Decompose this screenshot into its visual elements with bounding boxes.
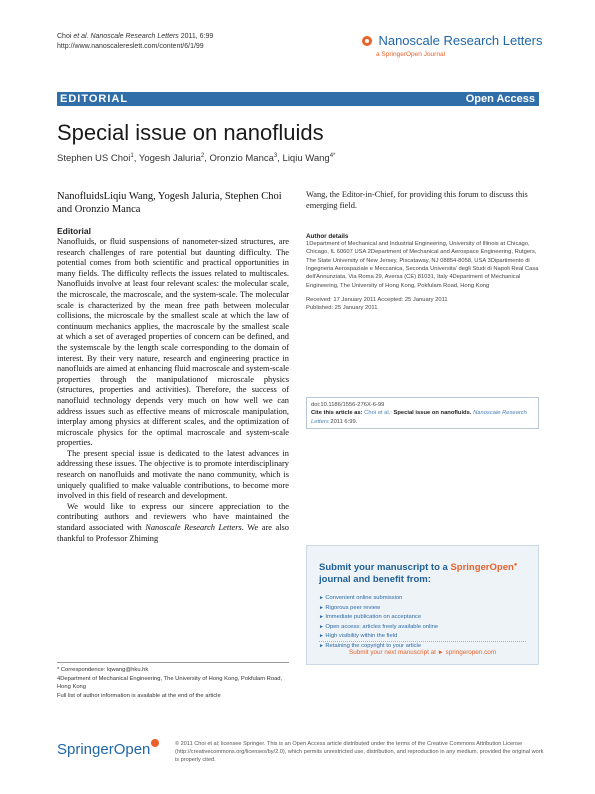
author-details: 1Department of Mechanical and Industrial Engineering, University of Illinois at Chicago, Chicago, IL 60607 USA 2Department of Mechanical and Aerospace Engineering, Rutgers, The State University of New Jersey, Piscataway, NJ 08854-8058, USA 3Dipartimento di Ingegneria Aerospaziale e Meccanica, Seconda Universita' degli Studi di Napoli Real Casa dell'Annunziata, Via Roma 29, Aversa (CE) 81031, Italy 4Department of Mechanical Engineering, The University of Hong Kong, Pokfulam Road, Hong Kong [306, 241, 539, 289]
article-url[interactable]: http://www.nanoscalereslett.com/content/6/1/99 [57, 43, 204, 50]
promo-brand-dot-icon: ● [513, 562, 518, 568]
promo-title-b: journal and benefit from: [319, 574, 431, 586]
promo-benefit-item: ► Open access: articles freely available online [319, 623, 526, 633]
springeropen-promo[interactable] [306, 545, 539, 665]
paragraph-3-text-b: . We are also thankful to Professor Zhiming [57, 523, 289, 543]
promo-title-a: Submit your manuscript to a [319, 562, 451, 574]
springeropen-dot-icon [151, 739, 159, 747]
author-list [57, 153, 335, 164]
section-heading: Editorial [57, 226, 92, 236]
received-dates: Received: 17 January 2011 Accepted: 25 January 2011 [306, 296, 448, 303]
promo-benefits [319, 594, 526, 651]
body-paragraph-1: Nanofluids, or fluid suspensions of nanometer-sized structures, are research challenges of rare potential but daunting difficulty. The potential comes from both scientific and practical opportunities in many fields. The difficulty reflects the issues related to multiscales. Nanofluids involve at least four relevant scales: the molecular scale, the microscale, the macroscale, and the system-scale. The molecular scale is characterized by the mean free path between molecular collisions, the microscale by the smallest scale at which the law of continuum mechanics applies, the macroscale by the smallest scale at which a set of averaged properties of concern can be defined, and the systemscale by the length scale corresponding to the domain of interest. By their very nature, research and engineering practice in nanofluids are aimed at enhancing fluid macroscale and system-scale properties through the manipulationof microscale physics (structures, properties and activities). Therefore, the success of nanofluid technology depends very much on how well we can address issues such as effective means of microscale manipulation, interplay among physics at different scales, and the optimization of microscale physics for the optimal macroscale and system-scale properties. [57, 237, 289, 448]
promo-benefit-item: ► Retaining the copyright to your article [319, 642, 526, 652]
author-affiliation-mark: 3 [273, 153, 278, 159]
footnote-rule [57, 662, 289, 663]
promo-benefit-item: ► Convenient online submission [319, 594, 526, 604]
cite-rest: 2011 6:99. [328, 418, 358, 425]
journal-logo-icon [362, 36, 372, 46]
author-separator: , [277, 153, 283, 165]
promo-submit-link[interactable]: Submit your next manuscript at ► springeropen.com [349, 649, 496, 656]
cite-label: Cite this article as: [311, 410, 363, 417]
paragraph-3-text-a: We would like to express our sincere appreciation to the contributing authors and reviewers who have maintained the standard associated with [57, 501, 289, 533]
cite-title: Special issue on nanofluids. [393, 410, 474, 417]
journal-subtitle: a SpringerOpen Journal [376, 51, 446, 58]
cite-authors: Choi et al.: [362, 410, 394, 417]
author-separator: , [204, 153, 210, 165]
body-paragraph-3 [57, 502, 289, 544]
promo-title-brand: SpringerOpen [450, 562, 514, 574]
lead-line: NanofluidsLiqiu Wang, Yogesh Jaluria, Stephen Choi and Oronzio Manca [57, 191, 282, 215]
published-date: Published: 25 January 2011 [306, 305, 378, 312]
author-affiliation-mark: 1 [130, 153, 134, 159]
author-affiliation-mark: 2 [200, 153, 205, 159]
author-name: Stephen US Choi [57, 153, 131, 165]
author-separator: , [133, 153, 139, 165]
cite-text [311, 409, 534, 426]
body-paragraph-2: The present special issue is dedicated to the latest advances in addressing these issues. The objective is to promote interdisciplinary research on nanofluids and motivate the nano community, which is uniquely qualified to make valuable contributions, to become more involved in this field of research and development. [57, 448, 289, 501]
author-details-heading: Author details [306, 233, 349, 241]
section-label: EDITORIAL [60, 93, 129, 105]
author-affiliation-mark: 4* [329, 153, 336, 159]
right-column [306, 190, 539, 313]
paragraph-3-journal: Nanoscale Research Letters [145, 523, 242, 533]
doi-text[interactable]: doi:10.1186/1556-276X-6-99 [311, 402, 385, 408]
promo-divider [319, 641, 526, 642]
citation-box [306, 397, 539, 429]
citation-header [57, 32, 213, 52]
journal-title: Nanoscale Research Letters [378, 33, 543, 49]
article-title: Special issue on nanofluids [57, 120, 324, 145]
section-bar [57, 92, 539, 106]
full-list-note: Full list of author information is available at the end of the article [57, 692, 221, 699]
cite-journal: Nanoscale Research Letters [311, 410, 527, 425]
springeropen-logo-text: SpringerOpen [57, 741, 151, 758]
promo-title [319, 559, 526, 586]
author-name: Yogesh Jaluria [138, 153, 201, 165]
journal-brand [362, 32, 542, 58]
open-access-label: Open Access [465, 93, 535, 105]
license-text: © 2011 Choi et al; licensee Springer. This is an Open Access article distributed under the terms of the Creative Commons Attribution License (http://creativecommons.org/licenses/by/2.0), which permits unrestricted use, distribution, and reproduction in any medium, provided the original work is properly cited. [175, 741, 544, 763]
promo-benefit-item: ► Rigorous peer review [319, 604, 526, 614]
author-name: Oronzio Manca [209, 153, 274, 165]
footnotes [57, 666, 289, 700]
correspondence-note: * Correspondence: lqwang@hku.hk [57, 667, 149, 673]
springeropen-logo [57, 741, 159, 758]
promo-benefit-item: ► Immediate publication on acceptance [319, 613, 526, 623]
citation-suffix: 2011, 6:99 [178, 33, 214, 40]
citation-journal: et al. Nanoscale Research Letters [73, 33, 179, 40]
promo-benefit-item: ► High visibility within the field [319, 632, 526, 642]
affiliation-note: 4Department of Mechanical Engineering, The University of Hong Kong, Pokfulam Road, Hong Kong [57, 675, 283, 690]
author-name: Liqiu Wang [282, 153, 330, 165]
continued-paragraph: Wang, the Editor-in-Chief, for providing this forum to discuss this emerging field. [306, 190, 528, 210]
left-column [57, 190, 289, 544]
citation-prefix: Choi [57, 33, 74, 40]
